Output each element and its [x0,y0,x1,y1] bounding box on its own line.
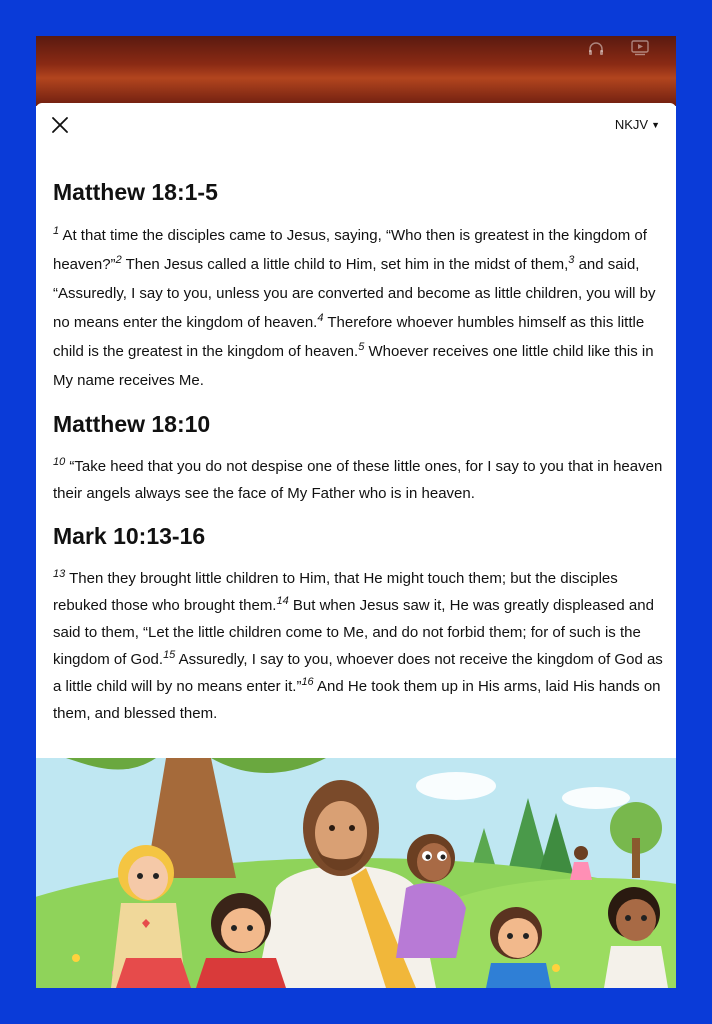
verse-text: Assuredly, I say to you, whoever does not receive the kingdom of God as a little child will by no means enter it.” [53,651,663,695]
passage-sheet [36,103,676,763]
verse-number: 3 [568,254,575,266]
passage-reference: Matthew 18:1-5 [53,179,218,205]
verse-number: 5 [358,341,365,353]
verse-text: And He took them up in His arms, laid His hands on them, and blessed them. [53,678,661,722]
verse-text: At that time the disciples came to Jesus, saying, “Who then is greatest in the kingdom of heaven?” [53,227,647,273]
passage-section [53,177,665,395]
verse-number: 4 [317,312,324,324]
app-frame [36,36,676,988]
verse-paragraph [53,221,665,395]
version-label: NKJV [614,117,649,132]
verse-paragraph [53,565,665,727]
passage-reference: Mark 10:13-16 [53,523,206,549]
verse-text: Whoever receives one little child like this in My name receives Me. [53,343,654,389]
verse-number: 16 [301,676,314,688]
verse-number: 1 [53,225,60,237]
caret-down-icon: ▼ [651,119,660,130]
close-icon[interactable] [48,113,72,137]
verse-text: “Take heed that you do not despise one of these little ones, for I say to you that in heaven their angels always see the face of My Father who is in heaven. [53,458,663,502]
video-icon[interactable] [630,40,650,56]
verse-text: But when Jesus saw it, He was greatly displeased and said to them, “Let the little children come to Me, and do not forbid them; for of such is the kingdom of God. [53,597,654,668]
verse-text: Therefore whoever humbles himself as this little child is the greatest in the kingdom of heaven. [53,314,645,360]
verse-text: and said, “Assuredly, I say to you, unless you are converted and become as little children, you will by no means enter the kingdom of heaven. [53,256,656,331]
passage-content [53,177,665,741]
passage-section [53,521,665,727]
headphones-icon[interactable] [586,40,606,56]
verse-number: 15 [163,649,176,661]
verse-number: 2 [115,254,122,266]
verse-number: 14 [276,595,289,607]
passage-section [53,409,665,507]
verse-number: 10 [53,456,66,468]
illustration-jesus-with-children [36,758,676,988]
verse-text: Then Jesus called a little child to Him, set him in the midst of them, [121,256,569,273]
passage-reference: Matthew 18:10 [53,411,211,437]
version-selector[interactable] [615,117,660,132]
verse-text: Then they brought little children to Him, that He might touch them; but the disciples rebuked those who brought them. [53,570,618,614]
media-banner [36,36,676,106]
verse-paragraph [53,453,665,507]
verse-number: 13 [53,568,66,580]
